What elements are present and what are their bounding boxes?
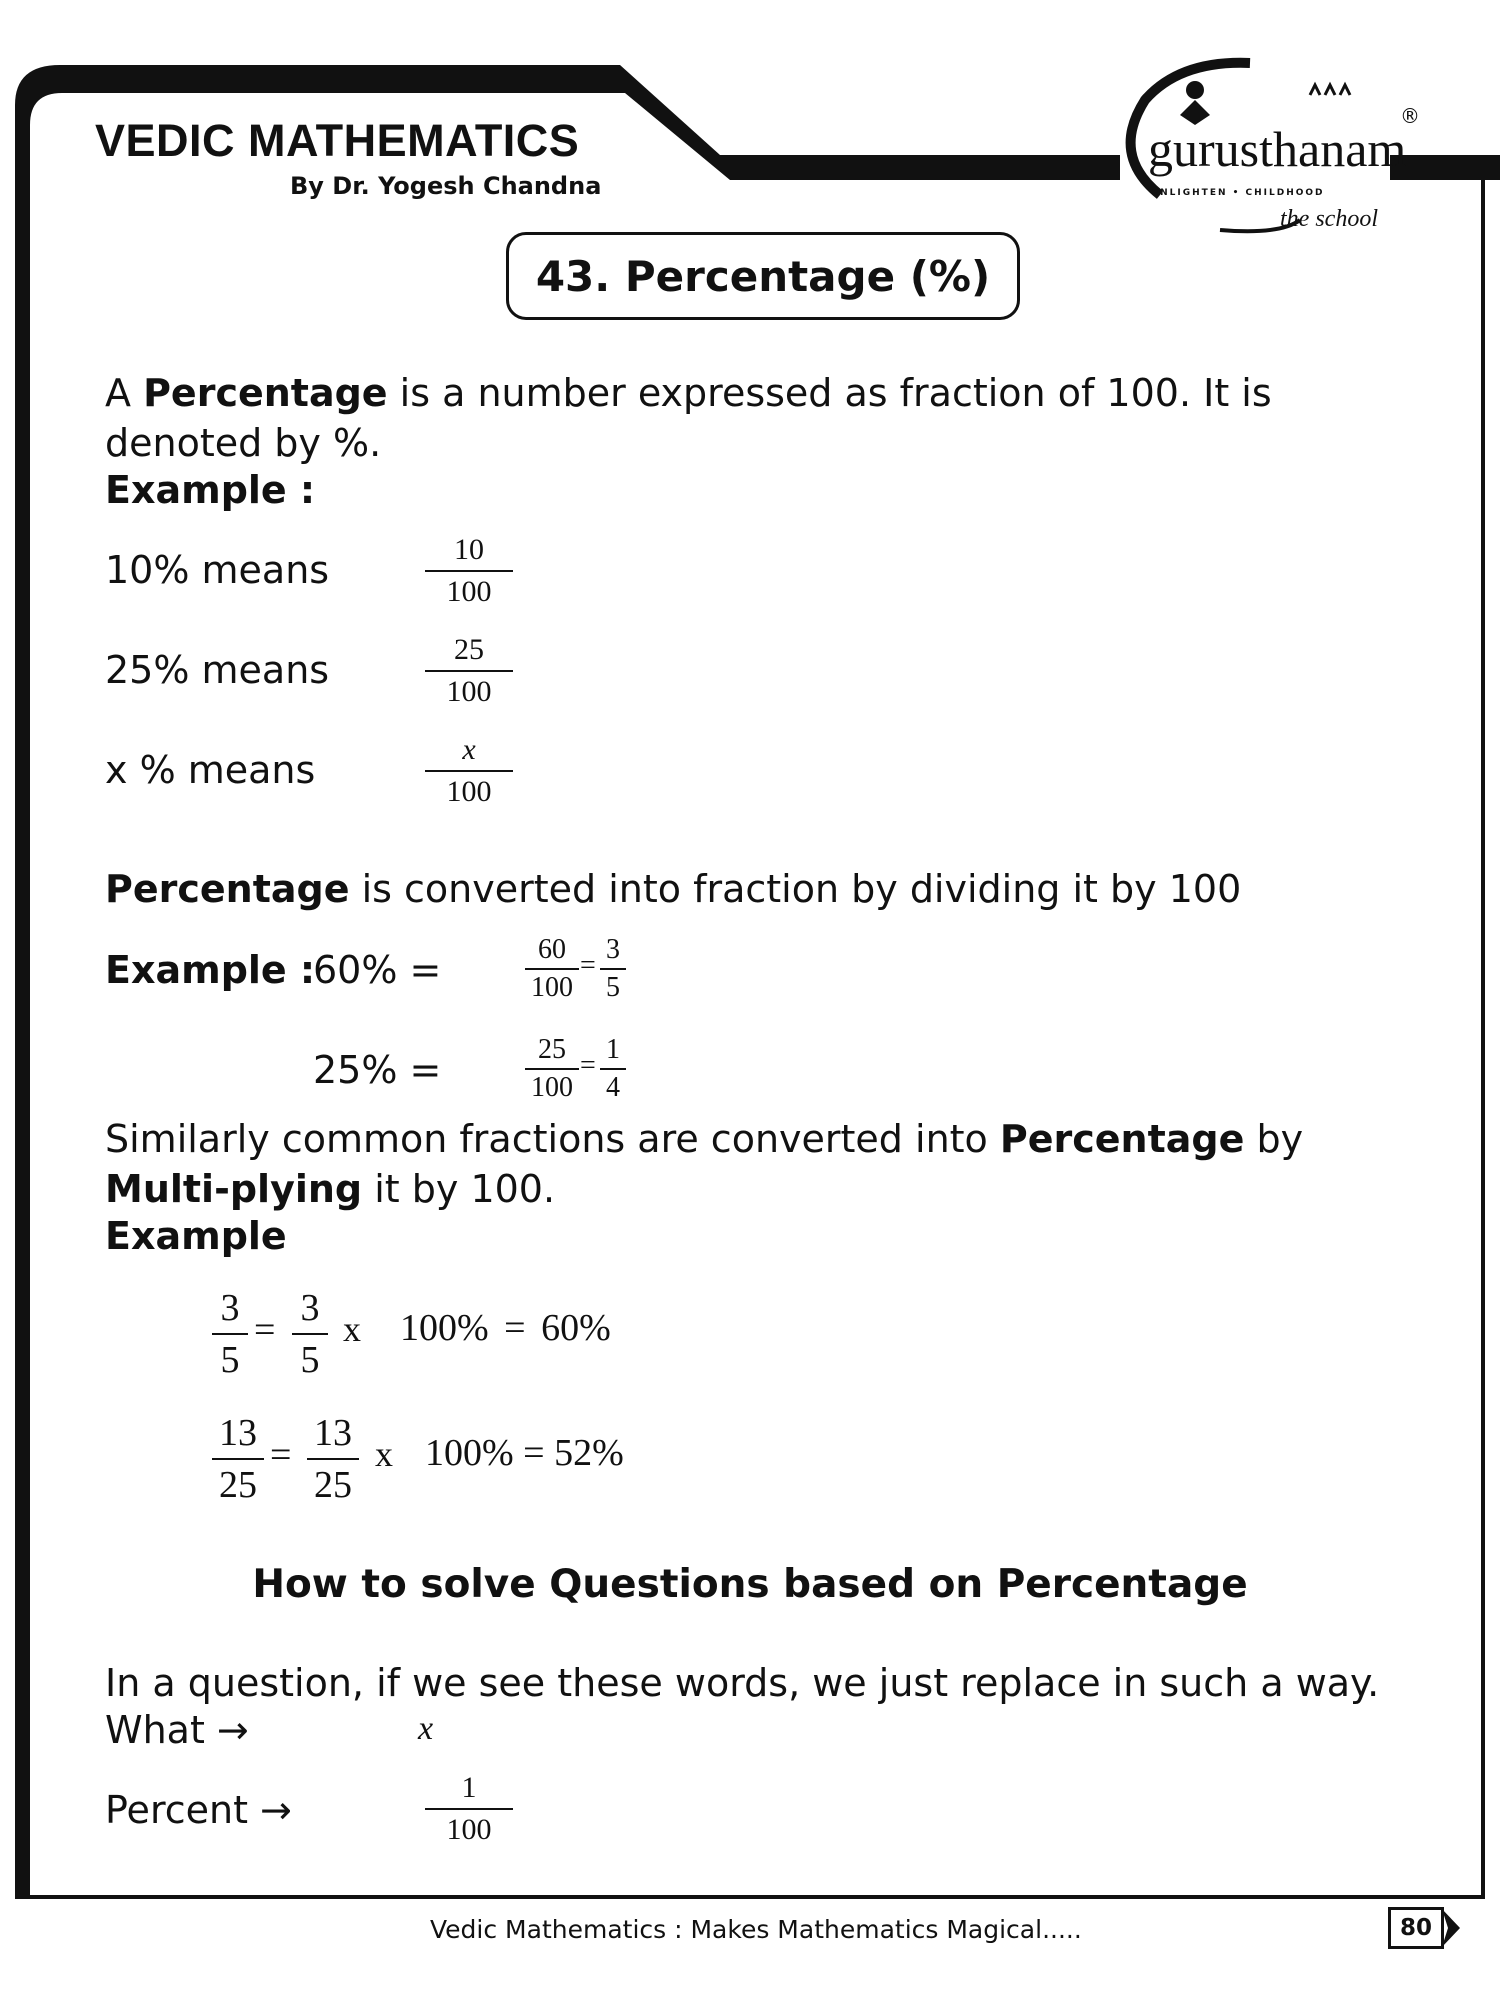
what-value: x (418, 1710, 434, 1747)
fraction (525, 932, 579, 1006)
author-line: By Dr. Yogesh Chandna (290, 172, 602, 200)
numerator: 1 (600, 1032, 626, 1070)
fraction (425, 630, 513, 712)
numerator: 1 (425, 1768, 513, 1810)
percent-label: Percent → (105, 1788, 292, 1832)
conversion-example-label: Example : (105, 948, 316, 992)
similarly-text-2: by (1244, 1117, 1304, 1161)
denominator: 100 (531, 972, 573, 1003)
similarly-text-3: it by 100. (362, 1167, 556, 1211)
fraction (425, 730, 513, 812)
fraction (525, 1032, 579, 1106)
page-number: 80 (1388, 1907, 1444, 1949)
fraction (600, 1032, 626, 1106)
logo-tagline: ENLIGHTEN • CHILDHOOD (1152, 188, 1325, 198)
meditation-figure-icon (1186, 81, 1204, 99)
example-label: Example : (105, 468, 316, 512)
numerator: 3 (212, 1283, 248, 1335)
conversion-lhs: 60% = (313, 948, 442, 992)
intro-paragraph (105, 368, 1425, 468)
product-result: 100% = 52% (425, 1432, 624, 1474)
similarly-text-1: Similarly common fractions are converted into (105, 1117, 1000, 1161)
numerator: 13 (307, 1408, 359, 1460)
times-sign: x (375, 1434, 393, 1474)
intro-text-rest: is a number expressed as fraction of 100. It is denoted by %. (105, 371, 1272, 465)
fraction (425, 1768, 513, 1850)
equals-sign: = (254, 1309, 276, 1351)
denominator: 100 (531, 1072, 573, 1103)
conversion-text: is converted into fraction by dividing it by 100 (349, 867, 1242, 911)
intro-text-prefix: A (105, 371, 144, 415)
denominator: 100 (446, 1813, 492, 1846)
example-row-label: x % means (105, 748, 316, 792)
numerator: 3 (600, 932, 626, 970)
denominator: 5 (300, 1339, 320, 1381)
fraction (212, 1283, 248, 1385)
numerator: 3 (292, 1283, 328, 1335)
denominator: 25 (314, 1464, 352, 1506)
denominator: 100 (446, 775, 492, 808)
similarly-example-label: Example (105, 1214, 287, 1258)
fraction (307, 1408, 359, 1510)
similarly-term-1: Percentage (999, 1117, 1245, 1161)
page-title: VEDIC MATHEMATICS (95, 115, 580, 166)
howto-intro: In a question, if we see these words, we just replace in such a way. (105, 1661, 1380, 1705)
conversion-term: Percentage (105, 867, 350, 911)
howto-heading: How to solve Questions based on Percentage (252, 1562, 1248, 1607)
denominator: 5 (606, 972, 620, 1003)
denominator: 100 (446, 575, 492, 608)
denominator: 5 (220, 1339, 240, 1381)
similarly-term-2: Multi-plying (105, 1167, 363, 1211)
equals-sign: = (580, 1050, 596, 1081)
footer-text: Vedic Mathematics : Makes Mathematics Magical..... (430, 1915, 1082, 1944)
similarly-paragraph (105, 1114, 1425, 1214)
intro-term: Percentage (143, 371, 388, 415)
page-arrow-icon (1442, 1909, 1460, 1947)
numerator: 25 (425, 630, 513, 672)
denominator: 4 (606, 1072, 620, 1103)
numerator: 25 (525, 1032, 579, 1070)
fraction (600, 932, 626, 1006)
fraction (425, 530, 513, 612)
equals-sign: = (580, 950, 596, 981)
fraction (212, 1408, 264, 1510)
denominator: 25 (219, 1464, 257, 1506)
numerator: x (425, 730, 513, 772)
denominator: 100 (446, 675, 492, 708)
fraction (292, 1283, 328, 1385)
times-sign: x (343, 1309, 361, 1349)
section-title: 43. Percentage (%) (506, 232, 1020, 320)
example-row-label: 25% means (105, 648, 330, 692)
numerator: 10 (425, 530, 513, 572)
example-row-label: 10% means (105, 548, 330, 592)
registered-mark: ® (1400, 104, 1420, 128)
product-result: 100% = 60% (400, 1307, 611, 1349)
numerator: 60 (525, 932, 579, 970)
equals-sign: = (270, 1434, 292, 1476)
logo-name: gurusthanam (1148, 121, 1407, 177)
logo-subtitle: the school (1280, 206, 1378, 232)
conversion-lhs: 25% = (313, 1048, 442, 1092)
conversion-paragraph (105, 864, 1425, 914)
what-label: What → (105, 1708, 249, 1752)
numerator: 13 (212, 1408, 264, 1460)
